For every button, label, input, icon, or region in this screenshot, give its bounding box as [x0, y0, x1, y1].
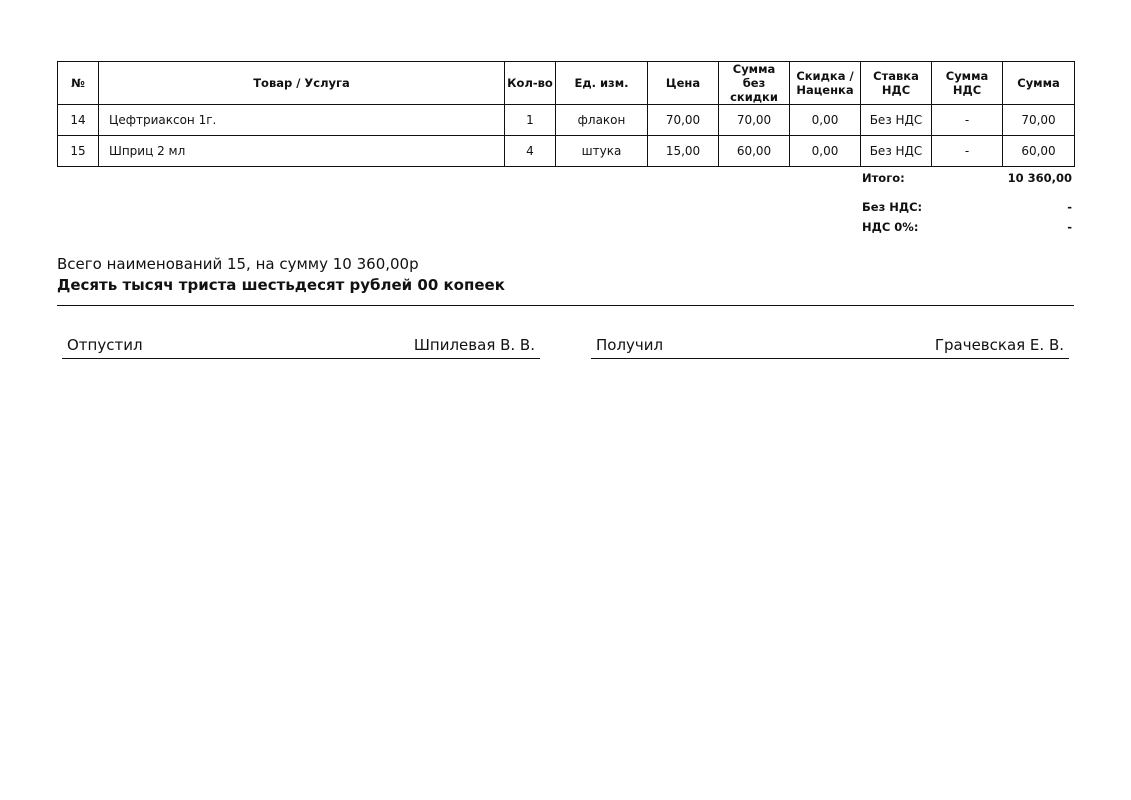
cell-total: 60,00 — [1003, 136, 1075, 167]
header-discount: Скидка / Наценка — [790, 62, 861, 105]
summary-line: Всего наименований 15, на сумму 10 360,00р — [57, 255, 419, 273]
received-name: Грачевская Е. В. — [934, 336, 1064, 354]
cell-vat-rate: Без НДС — [861, 136, 932, 167]
cell-vat-rate: Без НДС — [861, 105, 932, 136]
total-row — [862, 171, 1074, 187]
header-item: Товар / Услуга — [99, 62, 505, 105]
table-row — [58, 105, 1075, 136]
released-label: Отпустил — [67, 336, 143, 354]
cell-item: Шприц 2 мл — [99, 136, 505, 167]
cell-qty: 1 — [505, 105, 556, 136]
cell-discount: 0,00 — [790, 136, 861, 167]
cell-item: Цефтриаксон 1г. — [99, 105, 505, 136]
summary-amount-in-words: Десять тысяч триста шестьдесят рублей 00 копеек — [57, 276, 505, 294]
total-label: Итого: — [862, 171, 905, 185]
cell-vat-sum: - — [932, 136, 1003, 167]
vat0-row — [862, 220, 1074, 236]
cell-sum-no-discount: 60,00 — [719, 136, 790, 167]
header-num: № — [58, 62, 99, 105]
cell-unit: флакон — [556, 105, 648, 136]
cell-price: 70,00 — [648, 105, 719, 136]
signature-received — [591, 336, 1069, 359]
cell-total: 70,00 — [1003, 105, 1075, 136]
cell-discount: 0,00 — [790, 105, 861, 136]
no-vat-value: - — [1067, 200, 1072, 214]
header-vat-sum: Сумма НДС — [932, 62, 1003, 105]
header-qty: Кол-во — [505, 62, 556, 105]
items-table — [57, 61, 1075, 167]
cell-num: 15 — [58, 136, 99, 167]
total-value: 10 360,00 — [1007, 171, 1072, 185]
table-header-row — [58, 62, 1075, 105]
table-row — [58, 136, 1075, 167]
cell-unit: штука — [556, 136, 648, 167]
cell-price: 15,00 — [648, 136, 719, 167]
header-vat-rate: Ставка НДС — [861, 62, 932, 105]
header-unit: Ед. изм. — [556, 62, 648, 105]
cell-vat-sum: - — [932, 105, 1003, 136]
header-price: Цена — [648, 62, 719, 105]
cell-qty: 4 — [505, 136, 556, 167]
released-name: Шпилевая В. В. — [413, 336, 535, 354]
no-vat-row — [862, 200, 1074, 216]
signature-released — [62, 336, 540, 359]
header-total: Сумма — [1003, 62, 1075, 105]
header-sum-no-discount: Сумма без скидки — [719, 62, 790, 105]
cell-num: 14 — [58, 105, 99, 136]
no-vat-label: Без НДС: — [862, 200, 923, 214]
vat0-value: - — [1067, 220, 1072, 234]
received-label: Получил — [596, 336, 664, 354]
cell-sum-no-discount: 70,00 — [719, 105, 790, 136]
divider — [57, 305, 1074, 306]
vat0-label: НДС 0%: — [862, 220, 919, 234]
